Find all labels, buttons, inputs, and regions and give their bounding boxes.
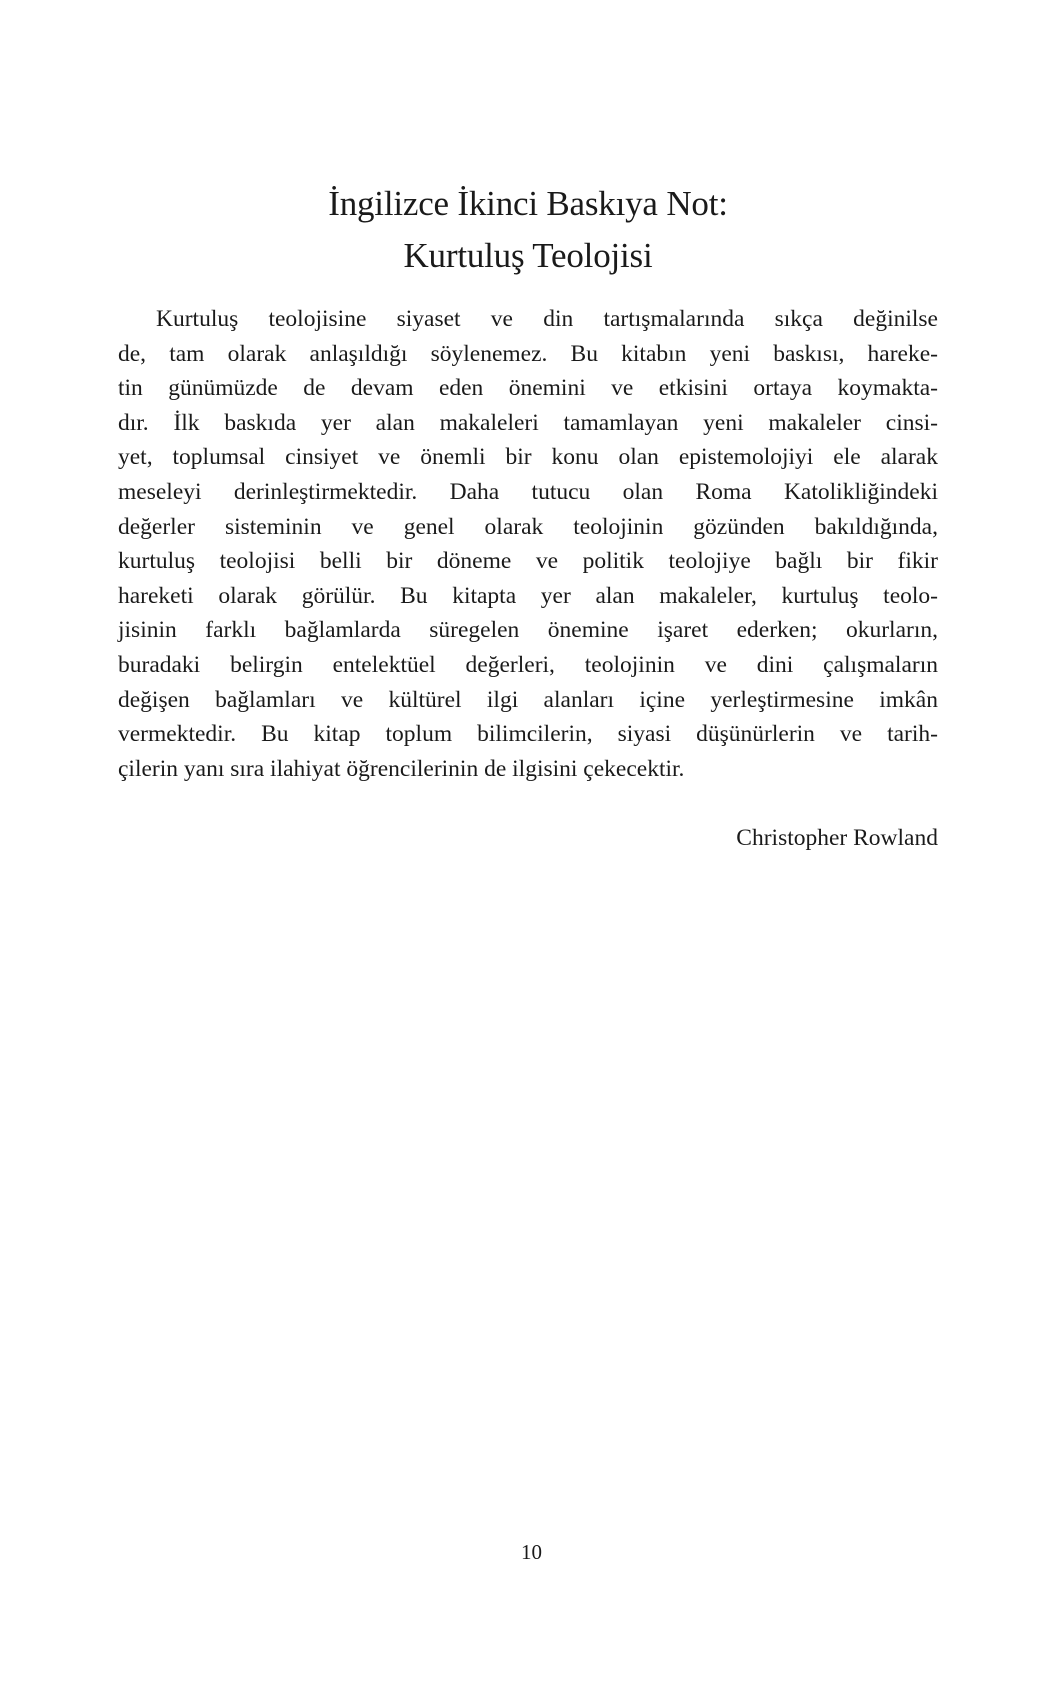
heading-line-1: İngilizce İkinci Baskıya Not:: [328, 184, 728, 223]
paragraph-line: Kurtuluş teolojisine siyaset ve din tartışmalarında sıkça değinilse: [156, 306, 938, 332]
paragraph-line: kurtuluş teolojisi belli bir döneme ve politik teolojiye bağlı bir fikir: [118, 548, 938, 575]
paragraph-line: değerler sisteminin ve genel olarak teolojinin gözünden bakıldığında,: [118, 513, 938, 540]
author-signature: Christopher Rowland: [736, 825, 938, 851]
chapter-heading: [118, 178, 938, 282]
paragraph-line: jisinin farklı bağlamlarda süregelen önemine işaret ederken; okurların,: [118, 617, 938, 644]
paragraph-line: dır. İlk baskıda yer alan makaleleri tamamlayan yeni makaleler cinsi-: [118, 409, 938, 436]
paragraph-line: vermektedir. Bu kitap toplum bilimcilerin, siyasi düşünürlerin ve tarih-: [118, 721, 938, 748]
heading-line-2: Kurtuluş Teolojisi: [403, 236, 653, 275]
paragraph-line: yet, toplumsal cinsiyet ve önemli bir konu olan epistemolojiyi ele alarak: [118, 444, 938, 471]
paragraph-line: tin günümüzde de devam eden önemini ve etkisini ortaya koymakta-: [118, 375, 938, 402]
paragraph-line: buradaki belirgin entelektüel değerleri, teolojinin ve dini çalışmaların: [118, 651, 938, 678]
paragraph-line: çilerin yanı sıra ilahiyat öğrencilerinin de ilgisini çekecektir.: [118, 755, 685, 782]
body-paragraph: [118, 302, 938, 786]
page-number: 10: [521, 1540, 542, 1564]
paragraph-line: değişen bağlamları ve kültürel ilgi alanları içine yerleştirmesine imkân: [118, 686, 938, 713]
paragraph-line: hareketi olarak görülür. Bu kitapta yer alan makaleler, kurtuluş teolo-: [118, 582, 938, 609]
paragraph-line: meseleyi derinleştirmektedir. Daha tutucu olan Roma Katolikliğindeki: [118, 478, 938, 505]
paragraph-line: de, tam olarak anlaşıldığı söylenemez. Bu kitabın yeni baskısı, hareke-: [118, 340, 938, 367]
